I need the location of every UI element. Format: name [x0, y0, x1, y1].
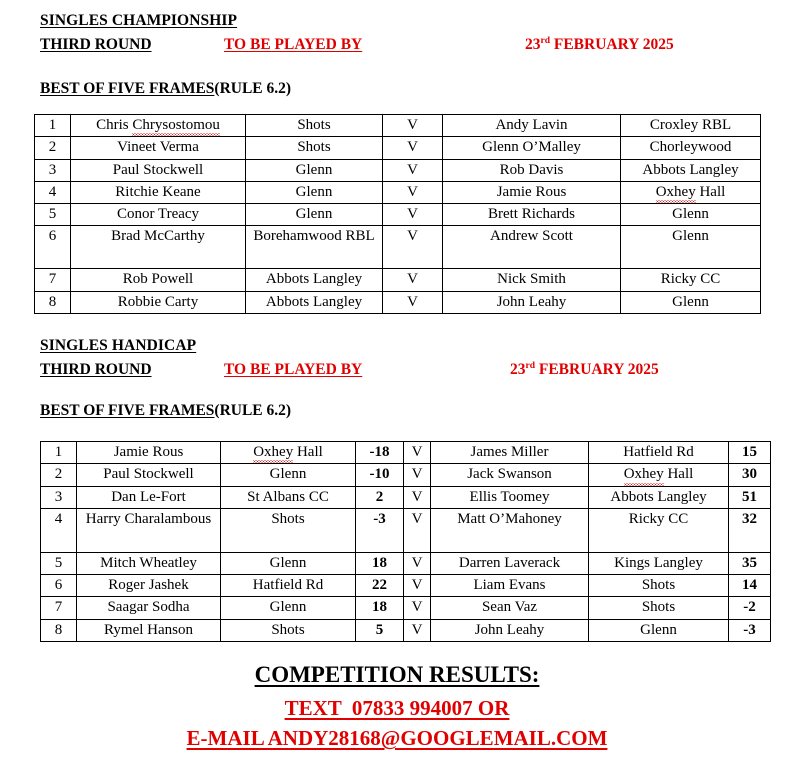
- cell-handicap-two: 35: [729, 552, 771, 574]
- spellcheck-underline: Oxhey: [655, 183, 696, 200]
- cell-player-one: Brad McCarthy: [71, 226, 246, 269]
- cell-match-number: 2: [35, 137, 71, 159]
- handicap-date-day: 23: [510, 361, 526, 378]
- table-row: [35, 226, 761, 269]
- cell-versus: V: [404, 552, 431, 574]
- cell-team-one: Abbots Langley: [246, 269, 383, 291]
- cell-team-one: Shots: [221, 619, 356, 641]
- cell-handicap-one: 22: [356, 575, 404, 597]
- competition-results-heading: COMPETITION RESULTS:: [254, 662, 540, 687]
- footer-text-block: [0, 696, 794, 721]
- cell-team-one: Glenn: [246, 159, 383, 181]
- cell-player-one: Dan Le-Fort: [77, 486, 221, 508]
- cell-player-two: Brett Richards: [443, 204, 621, 226]
- cell-team-two: Shots: [589, 597, 729, 619]
- cell-player-two: John Leahy: [431, 619, 589, 641]
- cell-handicap-two: -3: [729, 619, 771, 641]
- spellcheck-underline: Oxhey: [623, 466, 664, 483]
- table-row: [41, 508, 771, 552]
- cell-versus: V: [383, 181, 443, 203]
- championship-round-line: [40, 35, 674, 56]
- championship-date-suffix: rd: [540, 35, 550, 46]
- cell-handicap-one: 5: [356, 619, 404, 641]
- cell-handicap-two: -2: [729, 597, 771, 619]
- championship-title: SINGLES CHAMPIONSHIP: [40, 12, 238, 29]
- table-row: [41, 597, 771, 619]
- cell-match-number: 6: [41, 575, 77, 597]
- cell-team-two: Kings Langley: [589, 552, 729, 574]
- cell-team-two: Glenn: [589, 619, 729, 641]
- cell-versus: V: [404, 486, 431, 508]
- cell-versus: V: [404, 508, 431, 552]
- cell-player-two: Nick Smith: [443, 269, 621, 291]
- footer-email-block: [0, 726, 794, 751]
- cell-versus: V: [404, 442, 431, 464]
- footer-results-block: [0, 662, 794, 688]
- handicap-rule-bold: BEST OF FIVE FRAMES: [40, 402, 215, 419]
- cell-team-one: Glenn: [246, 181, 383, 203]
- handicap-played-by: TO BE PLAYED BY: [224, 361, 363, 378]
- cell-player-two: Darren Laverack: [431, 552, 589, 574]
- cell-player-one: Saagar Sodha: [77, 597, 221, 619]
- cell-team-two: Glenn: [621, 291, 761, 313]
- cell-player-two: Liam Evans: [431, 575, 589, 597]
- cell-team-two: Ricky CC: [589, 508, 729, 552]
- table-row: [41, 442, 771, 464]
- cell-match-number: 4: [35, 181, 71, 203]
- cell-match-number: 3: [41, 486, 77, 508]
- table-row: [41, 486, 771, 508]
- handicap-rule-number: (RULE 6.2): [214, 402, 292, 419]
- handicap-fixtures-table: [40, 441, 771, 642]
- cell-player-one: Conor Treacy: [71, 204, 246, 226]
- cell-handicap-one: 18: [356, 552, 404, 574]
- cell-player-one: Chris Chrysostomou: [71, 115, 246, 137]
- table-row: [41, 575, 771, 597]
- cell-handicap-one: -18: [356, 442, 404, 464]
- cell-player-two: Glenn O’Malley: [443, 137, 621, 159]
- cell-match-number: 7: [35, 269, 71, 291]
- cell-match-number: 1: [41, 442, 77, 464]
- handicap-date-suffix: rd: [525, 360, 535, 371]
- cell-versus: V: [404, 597, 431, 619]
- handicap-rule-line: [40, 402, 291, 420]
- handicap-title-line: [40, 337, 196, 355]
- cell-team-one: Hatfield Rd: [221, 575, 356, 597]
- cell-versus: V: [383, 137, 443, 159]
- cell-player-one: Paul Stockwell: [71, 159, 246, 181]
- cell-match-number: 5: [41, 552, 77, 574]
- table-row: [35, 137, 761, 159]
- cell-match-number: 5: [35, 204, 71, 226]
- cell-versus: V: [404, 464, 431, 486]
- championship-date-day: 23: [525, 36, 541, 53]
- cell-handicap-one: -3: [356, 508, 404, 552]
- cell-player-one: Mitch Wheatley: [77, 552, 221, 574]
- cell-handicap-one: 2: [356, 486, 404, 508]
- championship-rule-line: [40, 80, 291, 98]
- cell-team-two: Chorleywood: [621, 137, 761, 159]
- handicap-title: SINGLES HANDICAP: [40, 337, 197, 354]
- cell-player-two: John Leahy: [443, 291, 621, 313]
- cell-versus: V: [383, 291, 443, 313]
- cell-player-two: Andy Lavin: [443, 115, 621, 137]
- cell-handicap-two: 15: [729, 442, 771, 464]
- cell-team-two: Abbots Langley: [621, 159, 761, 181]
- cell-player-two: Ellis Toomey: [431, 486, 589, 508]
- cell-team-two: Oxhey Hall: [621, 181, 761, 203]
- cell-team-one: Glenn: [221, 597, 356, 619]
- cell-player-two: Jamie Rous: [443, 181, 621, 203]
- cell-versus: V: [383, 159, 443, 181]
- table-row: [35, 159, 761, 181]
- table-row: [35, 204, 761, 226]
- cell-team-two: Oxhey Hall: [589, 464, 729, 486]
- handicap-round: THIRD ROUND: [40, 361, 152, 378]
- cell-team-one: Shots: [221, 508, 356, 552]
- cell-match-number: 3: [35, 159, 71, 181]
- cell-team-one: Oxhey Hall: [221, 442, 356, 464]
- cell-player-one: Harry Charalambous: [77, 508, 221, 552]
- cell-team-one: Glenn: [246, 204, 383, 226]
- table-row: [41, 464, 771, 486]
- cell-team-two: Abbots Langley: [589, 486, 729, 508]
- table-row: [41, 552, 771, 574]
- table-row: [35, 269, 761, 291]
- cell-match-number: 4: [41, 508, 77, 552]
- cell-player-one: Roger Jashek: [77, 575, 221, 597]
- cell-player-two: Jack Swanson: [431, 464, 589, 486]
- table-row: [35, 115, 761, 137]
- cell-team-one: Borehamwood RBL: [246, 226, 383, 269]
- cell-match-number: 8: [41, 619, 77, 641]
- cell-team-two: Croxley RBL: [621, 115, 761, 137]
- cell-versus: V: [383, 115, 443, 137]
- cell-team-two: Hatfield Rd: [589, 442, 729, 464]
- cell-handicap-one: -10: [356, 464, 404, 486]
- cell-versus: V: [383, 226, 443, 269]
- cell-handicap-two: 14: [729, 575, 771, 597]
- cell-player-two: James Miller: [431, 442, 589, 464]
- spellcheck-underline: Chrysostomou: [132, 117, 220, 133]
- handicap-round-line: [40, 360, 659, 381]
- cell-versus: V: [404, 619, 431, 641]
- cell-player-one: Paul Stockwell: [77, 464, 221, 486]
- championship-played-by: TO BE PLAYED BY: [224, 36, 363, 53]
- table-row: [35, 181, 761, 203]
- cell-team-two: Ricky CC: [621, 269, 761, 291]
- cell-player-two: Andrew Scott: [443, 226, 621, 269]
- contact-text-line: TEXT 07833 994007 OR: [284, 696, 510, 720]
- cell-team-one: Glenn: [221, 464, 356, 486]
- cell-match-number: 2: [41, 464, 77, 486]
- championship-date-month-year: FEBRUARY 2025: [550, 36, 674, 53]
- cell-team-two: Shots: [589, 575, 729, 597]
- cell-player-two: Rob Davis: [443, 159, 621, 181]
- cell-match-number: 6: [35, 226, 71, 269]
- cell-versus: V: [383, 204, 443, 226]
- cell-player-one: Vineet Verma: [71, 137, 246, 159]
- cell-match-number: 7: [41, 597, 77, 619]
- cell-handicap-two: 51: [729, 486, 771, 508]
- cell-player-two: Matt O’Mahoney: [431, 508, 589, 552]
- cell-team-one: Shots: [246, 137, 383, 159]
- cell-player-one: Ritchie Keane: [71, 181, 246, 203]
- championship-fixtures-table: [34, 114, 761, 314]
- cell-player-one: Rymel Hanson: [77, 619, 221, 641]
- contact-email-line: E-MAIL ANDY28168@GOOGLEMAIL.COM: [186, 726, 608, 750]
- cell-handicap-two: 30: [729, 464, 771, 486]
- spellcheck-underline: Oxhey: [253, 444, 294, 460]
- cell-player-two: Sean Vaz: [431, 597, 589, 619]
- handicap-date: [510, 361, 659, 379]
- cell-player-one: Robbie Carty: [71, 291, 246, 313]
- cell-team-one: St Albans CC: [221, 486, 356, 508]
- championship-title-line: [40, 12, 237, 30]
- championship-rule-number: (RULE 6.2): [214, 80, 292, 97]
- championship-rule-bold: BEST OF FIVE FRAMES: [40, 80, 215, 97]
- cell-team-one: Glenn: [221, 552, 356, 574]
- cell-player-one: Jamie Rous: [77, 442, 221, 464]
- cell-handicap-one: 18: [356, 597, 404, 619]
- championship-heading-block: [40, 12, 674, 56]
- cell-team-one: Shots: [246, 115, 383, 137]
- cell-team-one: Abbots Langley: [246, 291, 383, 313]
- cell-versus: V: [404, 575, 431, 597]
- table-row: [35, 291, 761, 313]
- handicap-heading-block: [40, 337, 659, 381]
- table-row: [41, 619, 771, 641]
- cell-team-two: Glenn: [621, 204, 761, 226]
- cell-versus: V: [383, 269, 443, 291]
- cell-match-number: 8: [35, 291, 71, 313]
- championship-round: THIRD ROUND: [40, 36, 152, 53]
- handicap-date-month-year: FEBRUARY 2025: [535, 361, 659, 378]
- cell-handicap-two: 32: [729, 508, 771, 552]
- cell-player-one: Rob Powell: [71, 269, 246, 291]
- cell-team-two: Glenn: [621, 226, 761, 269]
- championship-date: [525, 36, 674, 54]
- cell-match-number: 1: [35, 115, 71, 137]
